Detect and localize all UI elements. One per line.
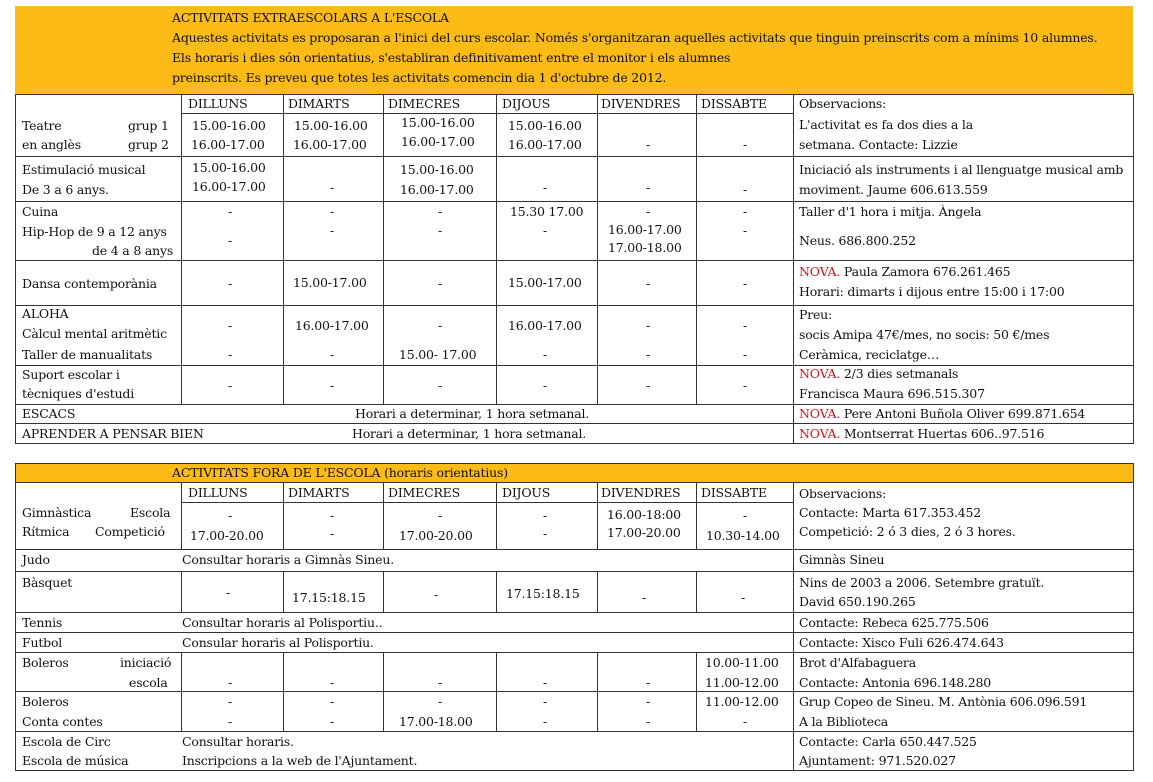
observation-text: Preu:	[799, 307, 833, 322]
schedule-cell: 15.00-16.00	[192, 160, 266, 175]
grid-line	[15, 482, 1133, 483]
row-label: APRENDER A PENSAR BIEN	[22, 426, 204, 441]
schedule-cell: -	[330, 694, 335, 709]
grid-line	[15, 612, 1133, 613]
observation-text: Iniciació als instruments i al llenguatge musical amb	[799, 162, 1124, 177]
schedule-cell: -	[543, 378, 548, 393]
grid-line	[15, 549, 1133, 550]
grid-line	[793, 94, 794, 444]
row-label: Càlcul mental aritmètic	[22, 326, 167, 341]
schedule-cell: 16.00-17.00	[401, 134, 475, 149]
observation-text: socis Amipa 47€/mes, no socis: 50 €/mes	[799, 327, 1050, 342]
schedule-cell: -	[543, 180, 548, 195]
grid-line	[496, 482, 497, 549]
schedule-cell: -	[543, 347, 548, 362]
grid-line	[1133, 94, 1134, 444]
row-label: en anglès	[22, 137, 81, 152]
grid-line	[496, 571, 497, 612]
observation-contact: Paula Zamora 676.261.465	[840, 264, 1011, 279]
schedule-cell: -	[330, 223, 335, 238]
row-label: Tennis	[22, 615, 63, 630]
grid-line	[15, 94, 16, 444]
col-header-dilluns: DILLUNS	[188, 96, 248, 111]
grid-line	[283, 571, 284, 612]
col-header-dimecres: DIMECRES	[388, 485, 460, 500]
schedule-cell: 16.00-17.00	[192, 179, 266, 194]
observation-text	[799, 406, 1085, 421]
row-label: Judo	[22, 552, 50, 567]
new-badge: NOVA.	[799, 406, 841, 421]
schedule-span: Consultar horaris.	[182, 734, 294, 749]
schedule-cell: -	[228, 276, 233, 291]
grid-line	[15, 94, 1133, 95]
observation-text	[799, 264, 1010, 279]
grid-line	[15, 652, 1133, 653]
grid-line	[597, 571, 598, 612]
schedule-cell: -	[228, 347, 233, 362]
schedule-span: Inscripcions a la web de l'Ajuntament.	[182, 753, 418, 768]
schedule-cell: -	[646, 714, 651, 729]
row-label: Suport escolar i	[22, 367, 120, 382]
schedule-cell: -	[543, 675, 548, 690]
observation-text: Gimnàs Sineu	[799, 552, 885, 567]
new-badge: NOVA.	[799, 366, 841, 381]
observation-text: L'activitat es fa dos dies a la	[799, 117, 973, 132]
schedule-cell: 15.00-16.00	[401, 115, 475, 130]
row-label: Hip-Hop de 9 a 12 anys	[22, 224, 167, 239]
row-label: De 3 a 6 anys.	[22, 182, 109, 197]
grid-line	[181, 502, 793, 503]
grid-line	[181, 652, 182, 731]
schedule-cell: 15.00-16.00	[400, 162, 474, 177]
col-header-dilluns: DILLUNS	[188, 485, 248, 500]
schedule-cell: 17.00-20.00	[607, 525, 681, 540]
schedule-cell: 16.00-17.00	[508, 137, 582, 152]
row-label: Taller de manualitats	[22, 347, 153, 362]
schedule-cell: -	[543, 526, 548, 541]
grid-line	[283, 652, 284, 731]
col-header-divendres: DIVENDRES	[601, 96, 681, 111]
col-header-dijous: DIJOUS	[502, 485, 551, 500]
row-label: grup 2	[128, 137, 169, 152]
schedule-cell: -	[543, 223, 548, 238]
schedule-cell: -	[330, 675, 335, 690]
row-label: Escola de música	[22, 753, 129, 768]
row-label: grup 1	[128, 118, 169, 133]
observation-text: Ceràmica, reciclatge…	[799, 347, 940, 362]
schedule-cell: -	[438, 204, 443, 219]
row-label: Estimulació musical	[22, 162, 146, 177]
grid-line	[15, 260, 1133, 261]
schedule-cell: -	[438, 378, 443, 393]
schedule-cell: -	[330, 180, 335, 195]
grid-line	[15, 201, 1133, 202]
grid-line	[597, 94, 598, 404]
observation-text: A la Biblioteca	[799, 714, 889, 729]
schedule-cell: -	[438, 276, 443, 291]
schedule-cell: 16.00-18:00	[607, 507, 681, 522]
observation-text: Horari: dimarts i dijous entre 15:00 i 17:00	[799, 284, 1065, 299]
schedule-cell: 16.00-17.00	[400, 182, 474, 197]
schedule-cell: -	[646, 137, 651, 152]
grid-line	[383, 652, 384, 731]
new-badge: NOVA.	[799, 264, 841, 279]
grid-line	[15, 423, 1133, 424]
section1-title: ACTIVITATS EXTRAESCOLARS A L'ESCOLA	[172, 10, 449, 25]
schedule-cell: 15.00-17.00	[508, 275, 582, 290]
schedule-cell: -	[228, 508, 233, 523]
schedule-cell: -	[743, 137, 748, 152]
schedule-cell: -	[646, 675, 651, 690]
observation-text	[799, 366, 958, 381]
schedule-cell: 17.15:18.15	[292, 590, 366, 605]
schedule-cell: -	[228, 204, 233, 219]
schedule-cell: 17.00-20.00	[190, 528, 264, 543]
grid-line	[15, 463, 16, 771]
grid-line	[383, 94, 384, 404]
row-label: Cuina	[22, 204, 59, 219]
schedule-cell: -	[434, 587, 439, 602]
schedule-cell: -	[646, 378, 651, 393]
row-label: Escola de Circ	[22, 734, 111, 749]
schedule-cell: 17.15:18.15	[506, 586, 580, 601]
schedule-cell: -	[543, 508, 548, 523]
observation-text: Contacte: Carla 650.447.525	[799, 734, 977, 749]
schedule-cell: 16.00-17.00	[191, 137, 265, 152]
schedule-cell: -	[743, 714, 748, 729]
schedule-cell: -	[226, 585, 231, 600]
observation-text: setmana. Contacte: Lizzie	[799, 137, 958, 152]
schedule-cell: 17.00-18.00	[608, 240, 682, 255]
schedule-cell: -	[228, 694, 233, 709]
observation-text: Brot d'Alfabaguera	[799, 655, 916, 670]
col-header-dijous: DIJOUS	[502, 96, 551, 111]
col-header-dimarts: DIMARTS	[288, 96, 350, 111]
observation-text: Grup Copeo de Sineu. M. Antònia 606.096.591	[799, 694, 1088, 709]
schedule-cell: 17.00-20.00	[399, 528, 473, 543]
col-header-dimarts: DIMARTS	[288, 485, 350, 500]
col-header-dimecres: DIMECRES	[388, 96, 460, 111]
schedule-cell: -	[646, 694, 651, 709]
observation-text: moviment. Jaume 606.613.559	[799, 182, 988, 197]
grid-line	[597, 482, 598, 549]
row-label: Dansa contemporània	[22, 276, 157, 291]
observation-contact: Pere Antoni Buñola Oliver 699.871.654	[840, 406, 1086, 421]
schedule-cell: -	[743, 276, 748, 291]
schedule-cell: -	[330, 526, 335, 541]
schedule-cell: 15.00- 17.00	[399, 347, 477, 362]
schedule-cell: 16.00-17.00	[293, 137, 367, 152]
row-label: tècniques d'estudi	[22, 386, 135, 401]
observation-text: Contacte: Xisco Fuli 626.474.643	[799, 635, 1004, 650]
row-label: Gimnàstica	[22, 505, 92, 520]
row-label: iniciació	[120, 655, 172, 670]
row-label: escola	[129, 675, 168, 690]
schedule-span: Consular horaris al Polisportiu.	[182, 635, 374, 650]
section2-title: ACTIVITATS FORA DE L'ESCOLA (horaris orientatius)	[172, 465, 508, 480]
grid-line	[283, 94, 284, 404]
schedule-cell: -	[543, 714, 548, 729]
observation-text: Ajuntament: 971.520.027	[799, 753, 956, 768]
grid-line	[696, 94, 697, 404]
schedule-cell: -	[330, 378, 335, 393]
grid-line	[181, 94, 182, 404]
grid-line	[15, 571, 1133, 572]
schedule-cell: 10.00-11.00	[705, 655, 779, 670]
observation-text: Nins de 2003 a 2006. Setembre gratuït.	[799, 575, 1045, 590]
row-label: Futbol	[22, 635, 63, 650]
grid-line	[181, 571, 182, 612]
schedule-cell: -	[743, 318, 748, 333]
schedule-cell: -	[330, 347, 335, 362]
observation-text: Contacte: Marta 617.353.452	[799, 505, 982, 520]
row-label: Teatre	[22, 118, 62, 133]
row-label: Conta contes	[22, 714, 103, 729]
observation-text: Contacte: Antonia 696.148.280	[799, 675, 992, 690]
schedule-cell: -	[741, 590, 746, 605]
col-header-divendres: DIVENDRES	[601, 485, 681, 500]
grid-line	[696, 652, 697, 731]
schedule-cell: 15.00-16.00	[508, 118, 582, 133]
schedule-span: Consultar horaris al Polisportiu..	[182, 615, 383, 630]
observation-contact: Montserrat Huertas 606..97.516	[840, 426, 1045, 441]
observation-contact: 2/3 dies setmanals	[840, 366, 959, 381]
schedule-cell: -	[646, 204, 651, 219]
schedule-cell: -	[743, 204, 748, 219]
observation-text	[799, 426, 1044, 441]
schedule-cell: -	[330, 204, 335, 219]
grid-line	[15, 731, 1133, 732]
schedule-cell: -	[438, 694, 443, 709]
schedule-cell: -	[228, 714, 233, 729]
grid-line	[696, 482, 697, 549]
row-label: de 4 a 8 anys	[92, 243, 174, 258]
col-header-observacions: Observacions:	[799, 96, 887, 111]
row-label: Rítmica	[22, 524, 70, 539]
observation-text: Competició: 2 ó 3 dies, 2 ó 3 hores.	[799, 524, 1016, 539]
grid-line	[15, 770, 1133, 771]
grid-line	[383, 482, 384, 549]
observation-text: Neus. 686.800.252	[799, 233, 916, 248]
schedule-cell: -	[438, 508, 443, 523]
schedule-cell: -	[646, 318, 651, 333]
schedule-cell: 10.30-14.00	[706, 528, 780, 543]
grid-line	[15, 691, 1133, 692]
new-badge: NOVA.	[799, 426, 841, 441]
schedule-cell: -	[743, 223, 748, 238]
row-label: ESCACS	[22, 406, 76, 421]
schedule-cell: 15.00-16.00	[192, 118, 266, 133]
schedule-cell: -	[646, 180, 651, 195]
col-header-observacions: Observacions:	[799, 486, 887, 501]
schedule-cell: 15.00-17.00	[293, 275, 367, 290]
schedule-cell: 16.00-17.00	[295, 318, 369, 333]
grid-line	[15, 443, 1133, 444]
observation-text: Taller d'1 hora i mitja. Àngela	[799, 204, 982, 219]
grid-line	[496, 94, 497, 404]
grid-line	[1133, 463, 1134, 771]
row-label: ALOHA	[22, 306, 69, 321]
schedule-cell: -	[438, 223, 443, 238]
grid-line	[15, 404, 1133, 405]
grid-line	[283, 482, 284, 549]
schedule-cell: 11.00-12.00	[705, 675, 779, 690]
schedule-cell: 16.00-17.00	[508, 318, 582, 333]
grid-line	[597, 652, 598, 731]
schedule-cell: -	[228, 378, 233, 393]
grid-line	[181, 113, 793, 114]
schedule-cell: -	[646, 276, 651, 291]
grid-line	[15, 305, 1133, 306]
schedule-span: Horari a determinar, 1 hora setmanal.	[355, 406, 590, 421]
section1-intro-2: Els horaris i dies són orientatius, s'establiran definitivament entre el monitor i els alumnes	[172, 50, 731, 65]
grid-line	[696, 571, 697, 612]
schedule-span: Horari a determinar, 1 hora setmanal.	[352, 426, 587, 441]
schedule-span: Consultar horaris a Gimnàs Sineu.	[182, 552, 394, 567]
grid-line	[15, 365, 1133, 366]
grid-line	[793, 482, 794, 771]
observation-text: David 650.190.265	[799, 594, 916, 609]
schedule-cell: -	[228, 318, 233, 333]
schedule-cell: 11.00-12.00	[705, 694, 779, 709]
grid-line	[15, 632, 1133, 633]
row-label: Escola	[130, 505, 171, 520]
schedule-cell: -	[543, 694, 548, 709]
schedule-cell: -	[228, 233, 233, 248]
grid-line	[15, 463, 1133, 464]
col-header-dissabte: DISSABTE	[701, 485, 767, 500]
schedule-cell: -	[228, 675, 233, 690]
row-label: Bàsquet	[22, 575, 73, 590]
schedule-cell: -	[743, 508, 748, 523]
grid-line	[496, 652, 497, 731]
row-label: Boleros	[22, 655, 69, 670]
schedule-cell: -	[438, 318, 443, 333]
schedule-cell: -	[330, 508, 335, 523]
row-label: Boleros	[22, 694, 69, 709]
grid-line	[15, 156, 1133, 157]
schedule-cell: 15.30 17.00	[510, 204, 584, 219]
schedule-cell: -	[642, 590, 647, 605]
row-label: Competició	[95, 524, 165, 539]
schedule-cell: 15.00-16.00	[294, 118, 368, 133]
schedule-cell: -	[330, 714, 335, 729]
schedule-cell: 16.00-17.00	[608, 222, 682, 237]
observation-text: Francisca Maura 696.515.307	[799, 386, 985, 401]
schedule-cell: -	[438, 675, 443, 690]
schedule-cell: -	[743, 378, 748, 393]
schedule-cell: -	[743, 347, 748, 362]
grid-line	[181, 482, 182, 549]
grid-line	[383, 571, 384, 612]
schedule-cell: -	[646, 347, 651, 362]
section1-intro-3: preinscrits. Es preveu que totes les activitats comencin dia 1 d'octubre de 2012.	[172, 70, 667, 85]
section1-intro-1: Aquestes activitats es proposaran a l'inici del curs escolar. Només s'organitzaran aquelles activitats que tinguin preinscrits com a mínims 10 alumnes.	[172, 30, 1098, 45]
schedule-cell: 17.00-18.00	[399, 714, 473, 729]
schedule-cell: -	[743, 182, 748, 197]
col-header-dissabte: DISSABTE	[701, 96, 767, 111]
observation-text: Contacte: Rebeca 625.775.506	[799, 615, 989, 630]
